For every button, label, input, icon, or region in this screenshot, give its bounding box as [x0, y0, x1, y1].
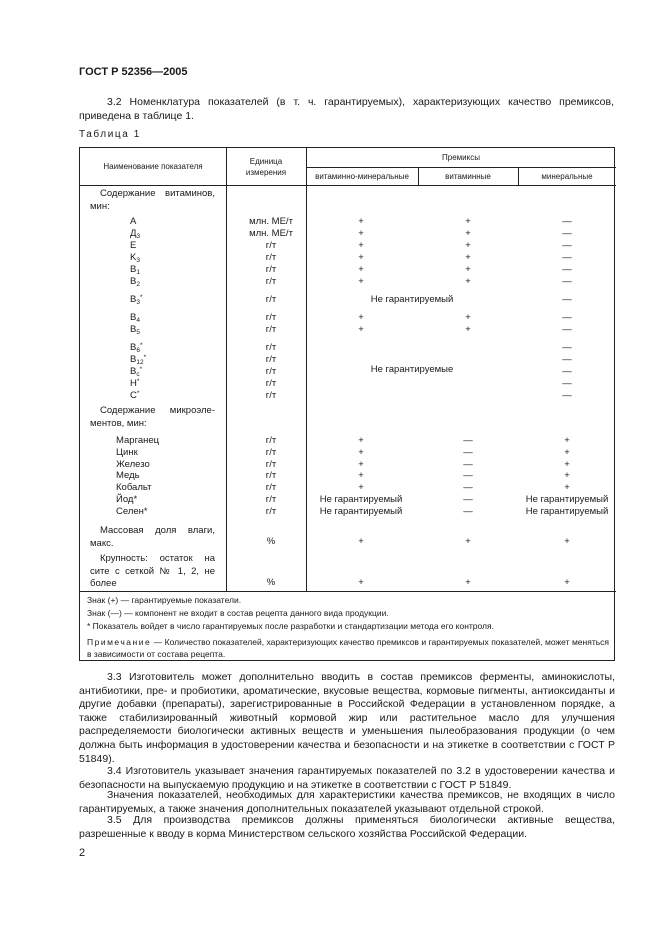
micro-vm: +	[358, 435, 364, 446]
micro-name: Марганец	[116, 435, 160, 446]
micro-min: +	[564, 446, 570, 458]
remark-text: — Количество показателей, характеризующих качество премиксов и гарантируемых показателей, может меняться в зависимости от состава рецепта.	[87, 637, 609, 659]
vitamin-letter: E	[130, 240, 137, 251]
vitamin-unit: г/т	[265, 378, 277, 389]
vitamin-unit: г/т	[265, 366, 277, 377]
vitamin-unit: г/т	[265, 276, 277, 287]
not-guaranteed-group: Не гарантируемые	[370, 364, 454, 375]
vitamin-min: —	[562, 342, 572, 353]
header-vitamin-mineral: витаминно-минеральные	[315, 171, 409, 181]
micro-unit: г/т	[265, 470, 277, 482]
vitamin-min: —	[562, 366, 572, 377]
vitamin-min: —	[562, 312, 572, 323]
vitamin-unit: млн. МЕ/т	[249, 228, 293, 239]
note-dash: Знак (—) — компонент не входит в состав рецепта данного вида продукции.	[87, 608, 389, 618]
vitamin-vit: +	[465, 240, 471, 251]
vitamin-min: —	[562, 264, 572, 275]
group-vitamins-label: Содержание витаминов, мин:	[90, 188, 215, 212]
micro-name: Кобальт	[116, 482, 152, 494]
vitamin-subscript: 4	[136, 317, 140, 324]
vitamin-subscript: 5	[136, 329, 140, 336]
micro-unit: г/т	[265, 494, 277, 505]
vitamin-min: —	[562, 228, 572, 239]
size-label	[90, 553, 215, 591]
vitamin-name	[130, 252, 140, 264]
micro-name: Селен*	[116, 505, 148, 517]
vitamin-asterisk: *	[136, 378, 140, 385]
micro-name: Железо	[116, 458, 150, 470]
grid-line	[80, 591, 616, 592]
vitamin-name	[130, 276, 140, 288]
micro-unit: г/т	[265, 435, 277, 446]
vitamin-subscript: c	[136, 371, 140, 378]
vitamin-asterisk: *	[143, 354, 147, 361]
vitamin-name	[130, 312, 140, 324]
vitamin-subscript: 3	[136, 233, 141, 240]
vitamin-min: —	[562, 294, 572, 305]
vitamin-letter: B	[130, 264, 137, 275]
micro-title-line1: Содержание микроэле-	[100, 405, 215, 416]
micro-min: +	[564, 435, 570, 446]
vitamin-vit: +	[465, 276, 471, 287]
vitamin-letter: B	[130, 324, 137, 335]
vitamin-min: —	[562, 324, 572, 335]
vitamin-unit: г/т	[265, 264, 277, 275]
moisture-vm: +	[358, 536, 364, 547]
micro-unit: г/т	[265, 458, 277, 470]
vitamin-unit: г/т	[265, 240, 277, 251]
moisture-vit: +	[465, 536, 471, 547]
vitamin-vit: +	[465, 216, 471, 227]
micro-unit: г/т	[265, 505, 277, 517]
remark-label: Примечание	[87, 637, 152, 647]
vitamin-vit: +	[465, 264, 471, 275]
vitamin-name	[130, 354, 146, 366]
vitamin-min: —	[562, 354, 572, 365]
micro-min: +	[564, 482, 570, 494]
vitamin-name	[130, 378, 139, 390]
vitamin-name	[130, 228, 140, 240]
grid-line	[80, 185, 616, 186]
vitamin-min: —	[562, 390, 572, 401]
vitamin-vm: +	[358, 252, 364, 263]
micro-vm: Не гарантируемый	[319, 494, 403, 505]
micro-vm: +	[358, 446, 364, 458]
micro-vit: —	[463, 494, 473, 505]
vitamin-vm: +	[358, 324, 364, 335]
vitamin-name	[130, 366, 142, 378]
micro-name: Медь	[116, 470, 140, 482]
vitamin-vm: +	[358, 312, 364, 323]
vitamin-letter: K	[130, 252, 137, 263]
vitamin-vit: +	[465, 312, 471, 323]
vitamin-vit: +	[465, 324, 471, 335]
header-mineral: минеральные	[541, 171, 593, 181]
size-vm: +	[358, 577, 364, 588]
micro-vit: —	[463, 482, 473, 494]
vitamin-min: —	[562, 240, 572, 251]
intro-paragraph: 3.2 Номенклатура показателей (в т. ч. гарантируемых), характеризующих качество премиксов, приведена в таблице 1.	[79, 96, 614, 122]
size-min: +	[564, 577, 570, 588]
vitamin-vit: +	[465, 252, 471, 263]
vitamin-unit: г/т	[265, 294, 277, 305]
vitamin-min: —	[562, 276, 572, 287]
size-unit: %	[266, 577, 276, 588]
micro-min: +	[564, 470, 570, 482]
vitamin-subscript: 12	[136, 359, 144, 366]
vitamin-unit: г/т	[265, 354, 277, 365]
micro-name: Цинк	[116, 446, 138, 458]
micro-vm: Не гарантируемый	[319, 505, 403, 517]
paragraph-3-5: 3.5 Для производства премиксов должны применяться биологически активные вещества, разрешенные к вводу в корма Министерством сельского хозяйства Российской Федерации.	[79, 814, 615, 840]
moisture-line1: Массовая доля влаги,	[100, 525, 215, 536]
group-micro-title	[90, 405, 215, 430]
vitamin-vm: +	[358, 240, 364, 251]
vitamin-name	[130, 294, 143, 306]
micro-min: Не гарантируемый	[525, 494, 609, 505]
paragraph-3-4: 3.4 Изготовитель указывает значения гарантируемых показателей по 3.2 в удостоверении качества и безопасности на выпускаемую продукцию и на этикетке в соответствии с ГОСТ Р 51849.	[79, 765, 615, 791]
moisture-label	[90, 525, 215, 550]
micro-vit: —	[463, 446, 473, 458]
micro-vm: +	[358, 470, 364, 482]
not-guaranteed-b3: Не гарантируемый	[370, 294, 454, 305]
vitamin-unit: г/т	[265, 252, 277, 263]
vitamin-unit: г/т	[265, 342, 277, 353]
size-line3: более	[90, 578, 117, 589]
header-vitamin: витаминные	[445, 171, 491, 181]
size-vit: +	[465, 577, 471, 588]
vitamin-subscript: 2	[136, 281, 140, 288]
micro-vit: —	[463, 458, 473, 470]
table-1	[79, 147, 615, 661]
vitamin-vm: +	[358, 276, 364, 287]
vitamin-subscript: 6	[136, 347, 140, 354]
table-caption: Таблица 1	[79, 129, 141, 140]
vitamin-min: —	[562, 252, 572, 263]
group-vitamins-title	[90, 188, 215, 213]
vitamin-asterisk: *	[139, 342, 143, 349]
vitamin-letter: B	[130, 354, 137, 365]
page-number: 2	[79, 847, 86, 859]
vitamin-letter: B	[130, 294, 137, 305]
document-code: ГОСТ Р 52356—2005	[79, 66, 188, 78]
vitamin-name	[130, 264, 140, 276]
vitamin-min: —	[562, 216, 572, 227]
moisture-line2: макс.	[90, 537, 114, 549]
vitamin-letter: B	[130, 342, 137, 353]
vitamin-name	[130, 342, 143, 354]
micro-vit: —	[463, 505, 473, 517]
header-name: Наименование показателя	[103, 162, 203, 171]
header-unit: Единица измерения	[245, 156, 287, 177]
micro-vit: —	[463, 435, 473, 446]
vitamin-min: —	[562, 378, 572, 389]
micro-min: +	[564, 458, 570, 470]
note-star: * Показатель войдет в число гарантируемых после разработки и стандартизации метода его контроля.	[87, 621, 494, 631]
vitamin-unit: г/т	[265, 390, 277, 401]
vitamin-letter: B	[130, 276, 137, 287]
vitamin-subscript: 3	[136, 257, 140, 264]
moisture-min: +	[564, 536, 570, 547]
vitamin-vm: +	[358, 216, 364, 227]
size-line1: Крупность: остаток на	[100, 553, 215, 564]
vitamin-asterisk: *	[136, 390, 140, 397]
note-remark	[87, 636, 609, 660]
micro-name: Йод*	[116, 494, 138, 505]
vitamin-asterisk: *	[139, 366, 143, 373]
size-line2: сите с сеткой № 1, 2, не	[90, 565, 215, 577]
micro-min: Не гарантируемый	[525, 505, 609, 517]
vitamin-name	[130, 390, 139, 402]
vitamin-unit: г/т	[265, 324, 277, 335]
vitamin-name	[130, 240, 136, 252]
vitamin-letter: B	[130, 312, 137, 323]
vitamin-asterisk: *	[139, 294, 143, 301]
moisture-unit: %	[266, 536, 276, 547]
vitamin-vm: +	[358, 228, 364, 239]
paragraph-3-4-continued: Значения показателей, необходимых для характеристики качества премиксов, не входящих в число гарантируемых, а также значения дополнительных показателей указывают отдельной строкой.	[79, 789, 615, 815]
vitamin-subscript: 3	[136, 299, 140, 306]
vitamin-letter: Д	[130, 228, 137, 239]
vitamin-vm: +	[358, 264, 364, 275]
vitamin-subscript: 1	[136, 269, 140, 276]
vitamin-name	[130, 216, 136, 228]
micro-unit: г/т	[265, 482, 277, 494]
micro-vm: +	[358, 482, 364, 494]
micro-title-line2: ментов, мин:	[90, 417, 147, 429]
header-premixes: Премиксы	[442, 153, 480, 162]
micro-vm: +	[358, 458, 364, 470]
note-plus: Знак (+) — гарантируемые показатели.	[87, 595, 242, 605]
vitamin-unit: г/т	[265, 312, 277, 323]
vitamin-letter: C	[130, 390, 137, 401]
micro-unit: г/т	[265, 446, 277, 458]
vitamin-letter: B	[130, 366, 137, 377]
micro-vit: —	[463, 470, 473, 482]
vitamin-letter: H	[130, 378, 137, 389]
vitamin-unit: млн. МЕ/т	[249, 216, 293, 227]
vitamin-vit: +	[465, 228, 471, 239]
vitamin-name	[130, 324, 140, 336]
paragraph-3-3: 3.3 Изготовитель может дополнительно вводить в состав премиксов ферменты, аминокислоты, антибиотики, пре- и пробиотики, ароматические, вкусовые вещества, кормовые пигменты, антиоксиданты и другие добавки (препараты), зарегистрированные в Российской Федерации в установленном порядке, а также стабилизированный животный кормовой жир или растительное масло для улучшения распределяемости биологически активных веществ и уменьшения пылеобразования продукции (о чем должна быть информация в удостоверении качества и безопасности и на этикетке в соответствии с ГОСТ Р 51849).	[79, 671, 615, 765]
vitamin-letter: A	[130, 216, 137, 227]
